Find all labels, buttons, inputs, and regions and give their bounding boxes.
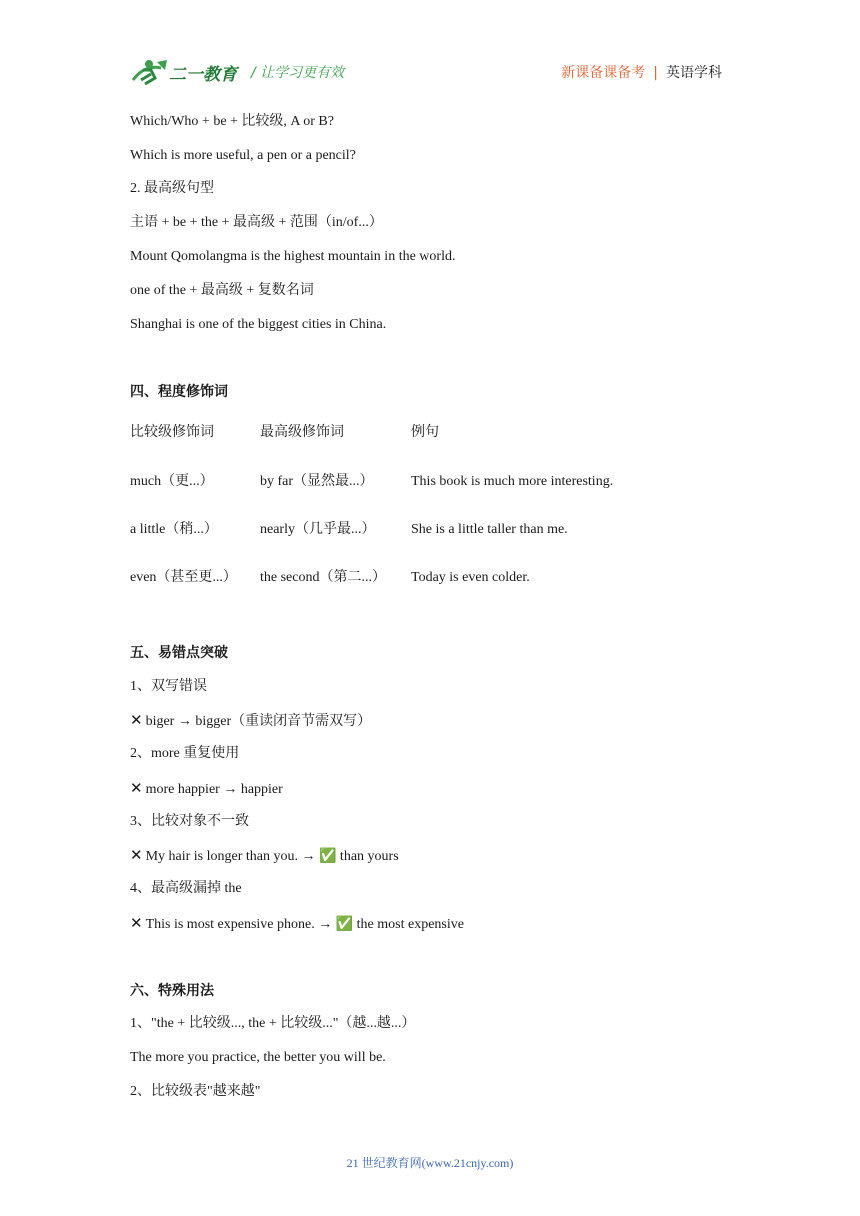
error-text: My hair is longer than you. → ✅ than yours [145,849,399,864]
cross-icon: ✕ [130,779,143,797]
error-text: This is most expensive phone. → ✅ the most expensive [145,917,464,932]
table-cell: a little（稍...） [130,522,218,537]
error-example [130,711,371,731]
section-heading: 六、特殊用法 [130,983,214,999]
table-cell: much（更...） [130,474,214,489]
text-line: one of the + 最高级 + 复数名词 [130,283,314,298]
table-header: 比较级修饰词 [130,425,214,440]
section-heading: 四、程度修饰词 [130,384,228,400]
text-line: 3、比较对象不一致 [130,814,249,829]
page-header [0,0,860,100]
page-footer: 21 世纪教育网(www.21cnjy.com) [346,1156,514,1170]
svg-text:二一教育: 二一教育 [169,65,237,85]
text-line: 2、比较级表"越来越" [130,1084,261,1099]
section-heading: 五、易错点突破 [130,645,228,661]
header-tagline [561,62,722,82]
table-cell: even（甚至更...） [130,570,237,585]
table-header: 最高级修饰词 [260,425,344,440]
text-line: 1、双写错误 [130,679,207,694]
header-separator: | [653,65,658,81]
text-line: 主语 + be + the + 最高级 + 范围（in/of...） [130,215,383,230]
error-text: biger → bigger（重读闭音节需双写） [145,714,372,729]
text-line: Mount Qomolangma is the highest mountain in the world. [130,249,456,264]
text-line: 2. 最高级句型 [130,181,214,196]
table-cell: Today is even colder. [411,570,530,585]
error-text: more happier → happier [145,782,283,797]
table-cell: nearly（几乎最...） [260,522,376,537]
error-example [130,779,283,799]
category-label: 新课备课备考 [561,65,646,81]
table-header: 例句 [411,425,439,440]
text-line: Shanghai is one of the biggest cities in China. [130,317,387,332]
table-cell: This book is much more interesting. [411,474,614,489]
table-cell: the second（第二...） [260,570,386,585]
text-line: 4、最高级漏掉 the [130,881,242,896]
text-line: Which/Who + be + 比较级, A or B? [130,114,334,129]
text-line: 2、more 重复使用 [130,746,240,761]
table-cell: She is a little taller than me. [411,522,568,537]
error-example [130,914,464,934]
cross-icon: ✕ [130,846,143,864]
text-line: 1、"the + 比较级..., the + 比较级..."（越...越...） [130,1016,416,1031]
error-example [130,846,399,866]
subject-label: 英语学科 [666,65,722,81]
cross-icon: ✕ [130,914,143,932]
cross-icon: ✕ [130,711,143,729]
text-line: Which is more useful, a pen or a pencil? [130,148,356,163]
slogan: / 让学习更有效 [251,65,345,81]
text-line: The more you practice, the better you will be. [130,1050,386,1065]
logo-icon [131,56,243,88]
table-cell: by far（显然最...） [260,474,374,489]
